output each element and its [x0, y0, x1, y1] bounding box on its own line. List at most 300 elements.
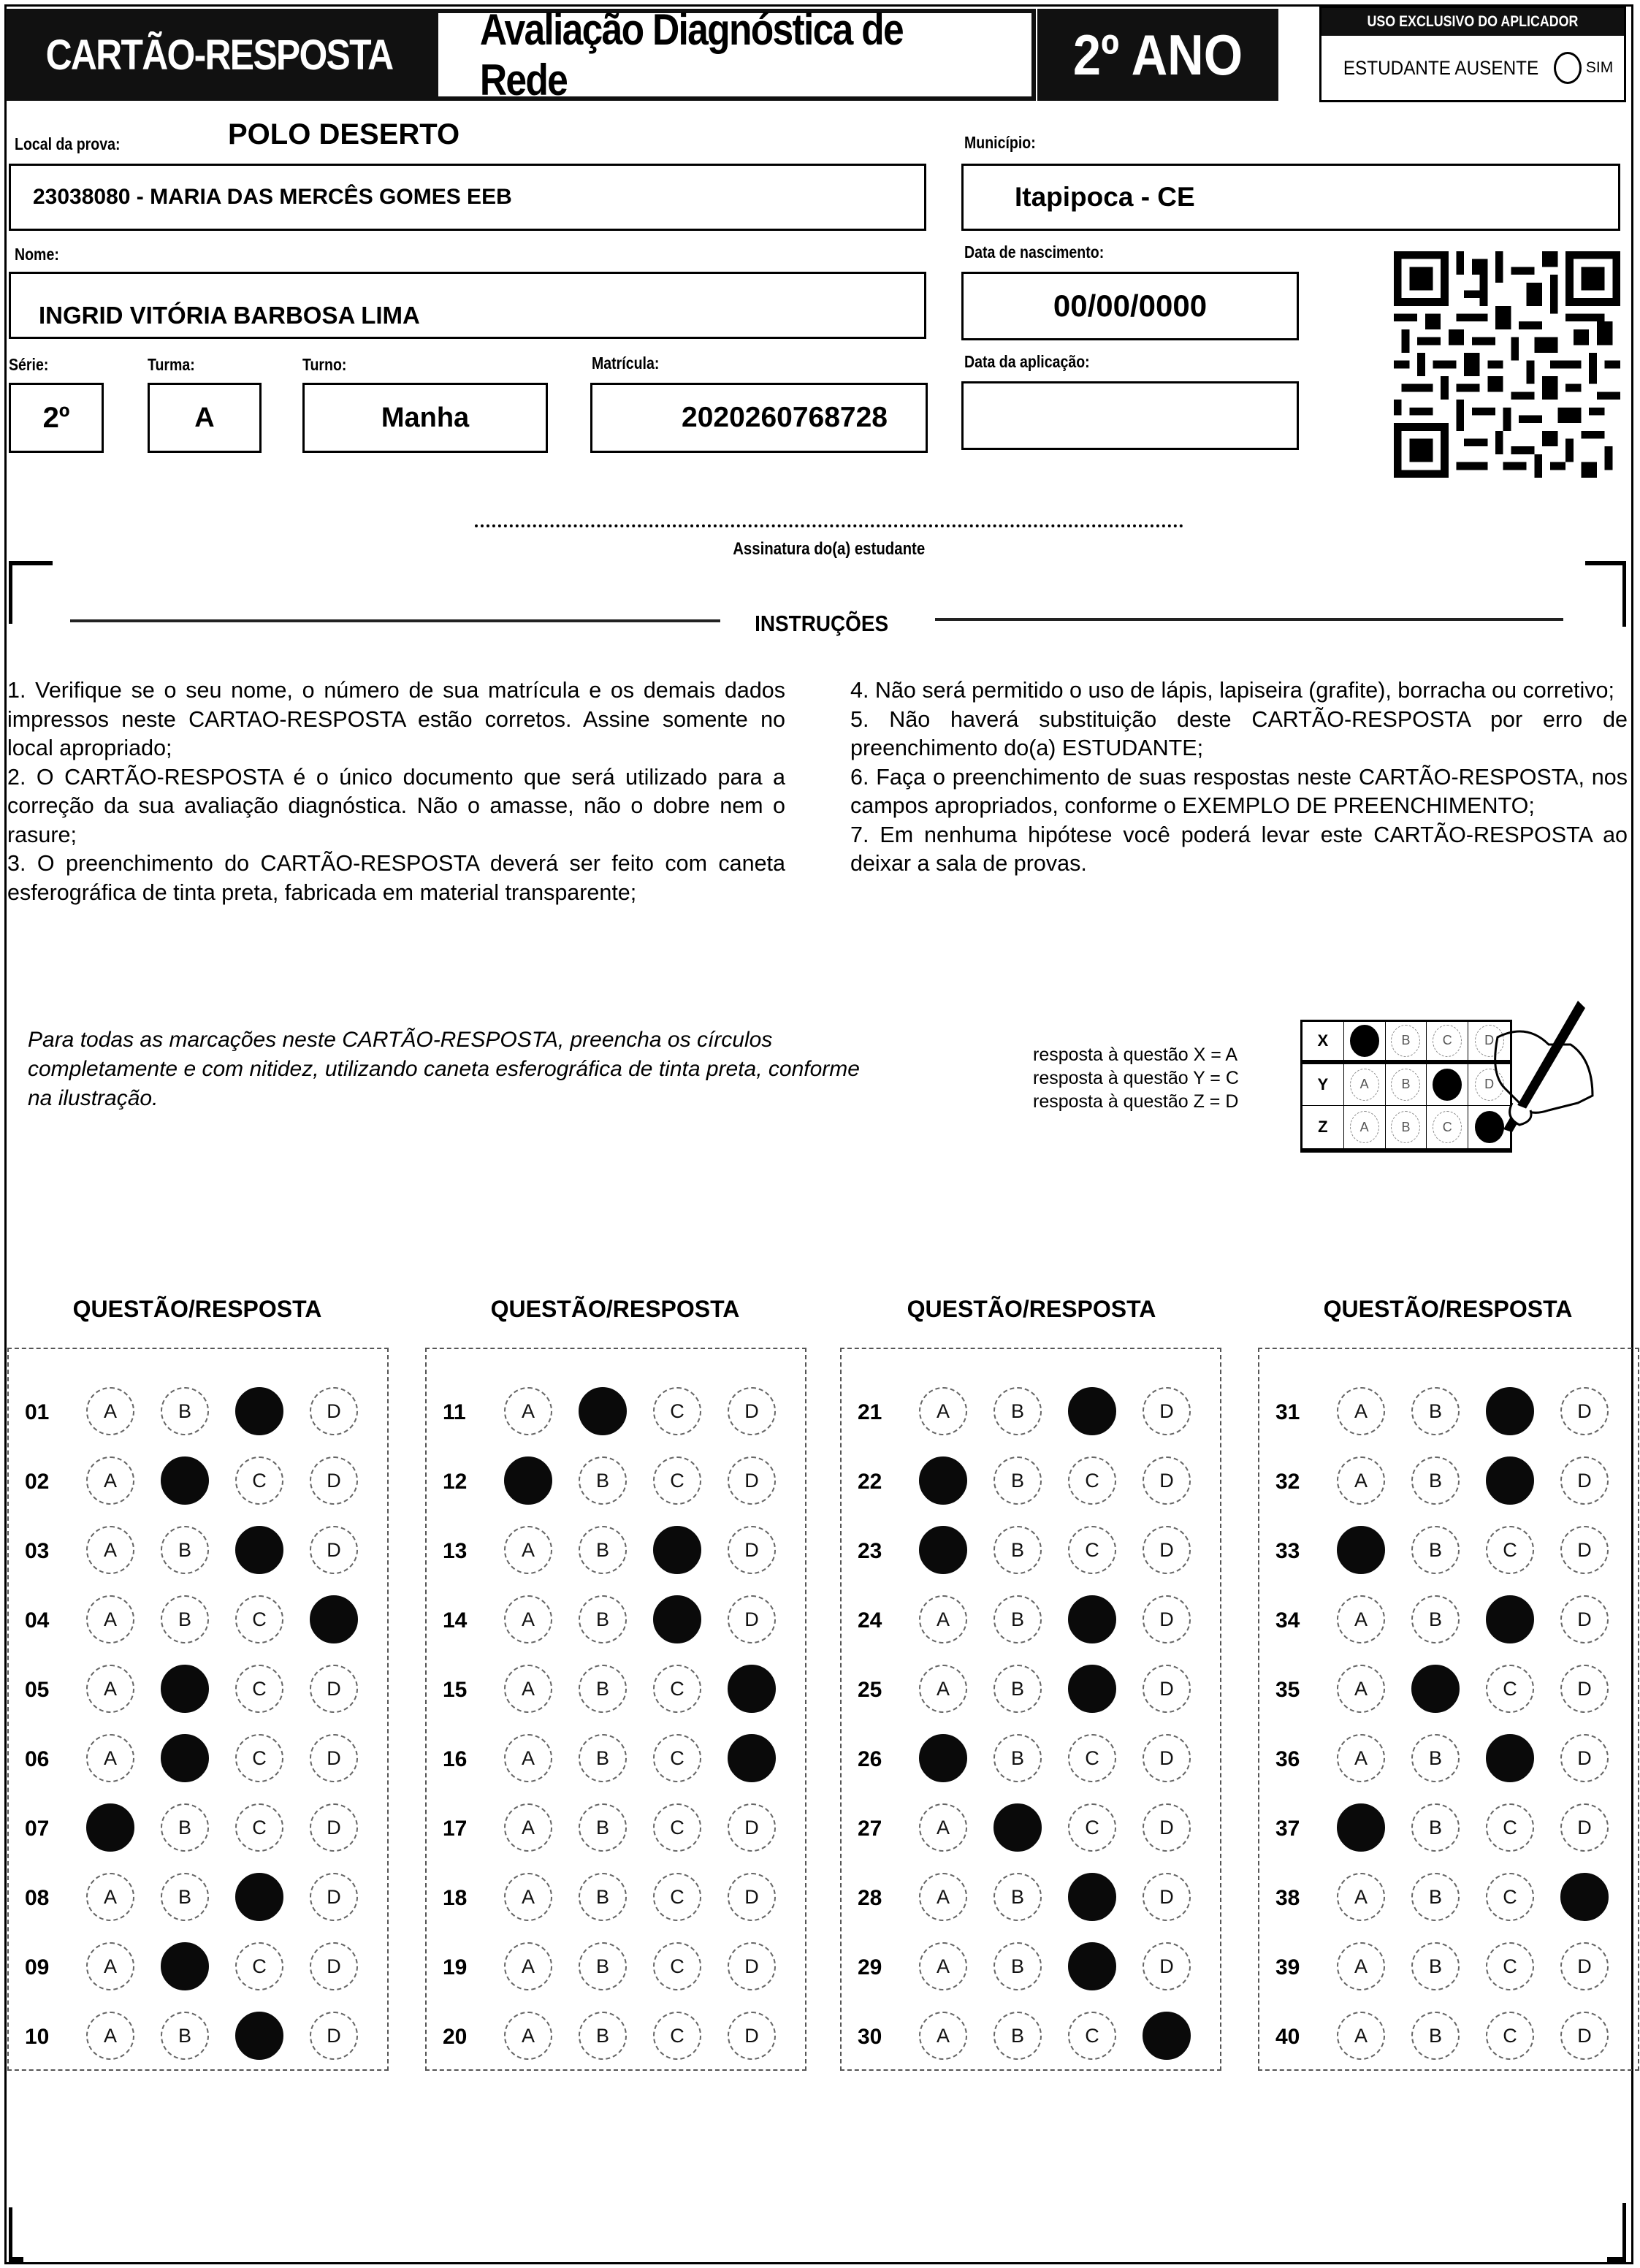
question-row — [1259, 1871, 1638, 1923]
turma-value: A — [194, 402, 215, 433]
answer-bubble-b[interactable]: B — [579, 1526, 627, 1574]
answer-bubble-c[interactable]: C — [653, 1873, 701, 1921]
question-number: 28 — [858, 1886, 882, 1910]
answer-bubble-a[interactable] — [86, 1803, 134, 1852]
answer-bubble-c[interactable]: C — [235, 1665, 283, 1713]
answer-bubble-d[interactable]: D — [1143, 1803, 1191, 1852]
answer-bubble-a[interactable]: A — [919, 1873, 967, 1921]
data-aplicacao-field[interactable] — [961, 381, 1299, 450]
data-nascimento-label: Data de nascimento: — [964, 243, 1105, 261]
example-bubble: C — [1433, 1025, 1462, 1057]
corner-mark-top-left-v — [9, 561, 12, 624]
question-row — [842, 1455, 1220, 1506]
answer-bubble-c[interactable]: C — [1068, 2012, 1116, 2060]
question-number: 15 — [443, 1678, 468, 1702]
local-prova-field — [9, 164, 926, 231]
question-row — [1259, 1733, 1638, 1784]
instructions-rule-right — [935, 618, 1563, 621]
example-bubble-filled — [1350, 1025, 1379, 1057]
answer-bubble-a[interactable]: A — [86, 2012, 134, 2060]
answer-bubble-b[interactable] — [993, 1803, 1042, 1852]
question-number: 20 — [443, 2025, 468, 2049]
answer-bubble-b[interactable]: B — [993, 2012, 1042, 2060]
answer-bubble-d[interactable]: D — [728, 1873, 776, 1921]
answer-bubble-c[interactable] — [235, 1387, 283, 1435]
question-number: 36 — [1275, 1747, 1300, 1771]
answer-bubble-d[interactable]: D — [728, 1456, 776, 1505]
example-legend — [1033, 1043, 1239, 1113]
answer-bubble-b[interactable]: B — [993, 1665, 1042, 1713]
answer-bubble-c[interactable]: C — [653, 1387, 701, 1435]
answer-bubble-a[interactable]: A — [1337, 1387, 1385, 1435]
answer-bubble-d[interactable]: D — [728, 1803, 776, 1852]
example-bubble: B — [1391, 1111, 1420, 1143]
question-number: 07 — [25, 1817, 50, 1841]
answer-bubble-d[interactable]: D — [310, 1456, 358, 1505]
question-row — [842, 1663, 1220, 1714]
answer-bubble-c[interactable]: C — [1068, 1734, 1116, 1782]
question-number: 38 — [1275, 1886, 1300, 1910]
answer-bubble-b[interactable] — [579, 1387, 627, 1435]
question-number: 34 — [1275, 1608, 1300, 1633]
answer-bubble-b[interactable]: B — [1411, 1387, 1460, 1435]
answer-bubble-d[interactable]: D — [310, 1734, 358, 1782]
example-row-label: Z — [1303, 1106, 1344, 1148]
answer-bubble-d[interactable]: D — [310, 1387, 358, 1435]
question-number: 12 — [443, 1470, 468, 1494]
question-row — [1259, 2010, 1638, 2061]
answer-bubble-c[interactable]: C — [1486, 1526, 1534, 1574]
answer-bubble-d[interactable] — [1560, 1873, 1609, 1921]
answer-bubble-c[interactable] — [1068, 1387, 1116, 1435]
answer-bubble-a[interactable]: A — [504, 1526, 552, 1574]
answer-bubble-c[interactable]: C — [653, 1665, 701, 1713]
answer-bubble-b[interactable]: B — [1411, 2012, 1460, 2060]
answer-bubble-b[interactable]: B — [1411, 1873, 1460, 1921]
answer-bubble-a[interactable]: A — [1337, 2012, 1385, 2060]
answer-bubble-c[interactable]: C — [653, 1942, 701, 1990]
hand-with-pen-icon — [1468, 993, 1614, 1139]
answer-bubble-d[interactable]: D — [310, 1873, 358, 1921]
question-row — [1259, 1941, 1638, 1992]
answer-bubble-b[interactable]: B — [579, 1803, 627, 1852]
answer-bubble-b[interactable]: B — [1411, 1526, 1460, 1574]
answer-bubble-b[interactable]: B — [993, 1873, 1042, 1921]
answer-bubble-a[interactable] — [919, 1456, 967, 1505]
answer-bubble-c[interactable]: C — [235, 1734, 283, 1782]
answer-bubble-b[interactable] — [161, 1942, 209, 1990]
answer-bubble-b[interactable]: B — [161, 1595, 209, 1643]
answer-bubble-b[interactable]: B — [1411, 1803, 1460, 1852]
answer-bubble-b[interactable]: B — [579, 2012, 627, 2060]
answer-bubble-d[interactable]: D — [1560, 1803, 1609, 1852]
year-badge: 2º ANO — [1037, 9, 1278, 101]
question-number: 40 — [1275, 2025, 1300, 2049]
answer-bubble-a[interactable]: A — [504, 1803, 552, 1852]
signature-line[interactable] — [475, 524, 1183, 527]
question-number: 21 — [858, 1400, 882, 1424]
answer-bubble-c[interactable] — [1068, 1595, 1116, 1643]
question-row — [9, 1524, 387, 1576]
answer-bubble-c[interactable]: C — [1068, 1526, 1116, 1574]
question-column-header: QUESTÃO/RESPOSTA — [490, 1296, 740, 1322]
instruction-item: 4. Não será permitido o uso de lápis, lapiseira (grafite), borracha ou corretivo; — [850, 678, 1614, 703]
answer-bubble-b[interactable]: B — [161, 1526, 209, 1574]
question-block — [7, 1348, 389, 2071]
answer-bubble-c[interactable] — [235, 2012, 283, 2060]
answer-bubble-b[interactable] — [1411, 1665, 1460, 1713]
answer-bubble-c[interactable]: C — [1486, 1873, 1534, 1921]
answer-bubble-b[interactable]: B — [579, 1942, 627, 1990]
answer-bubble-d[interactable]: D — [728, 1526, 776, 1574]
answer-bubble-c[interactable] — [235, 1526, 283, 1574]
question-column-header: QUESTÃO/RESPOSTA — [907, 1296, 1156, 1322]
example-cell — [1344, 1064, 1386, 1107]
answer-bubble-d[interactable]: D — [1560, 2012, 1609, 2060]
answer-bubble-a[interactable]: A — [86, 1665, 134, 1713]
question-row — [842, 1733, 1220, 1784]
question-row — [842, 1594, 1220, 1645]
applicator-box — [1319, 6, 1626, 102]
question-number: 39 — [1275, 1955, 1300, 1979]
exam-title: Avaliação Diagnóstica de Rede — [438, 13, 1031, 96]
answer-bubble-c[interactable]: C — [653, 1456, 701, 1505]
answer-bubble-d[interactable]: D — [310, 1665, 358, 1713]
answer-bubble-a[interactable]: A — [504, 1873, 552, 1921]
question-number: 01 — [25, 1400, 50, 1424]
answer-bubble-c[interactable]: C — [653, 1803, 701, 1852]
answer-bubble-b[interactable]: B — [993, 1734, 1042, 1782]
question-number: 16 — [443, 1747, 468, 1771]
turno-label: Turno: — [302, 355, 347, 374]
answer-bubble-b[interactable]: B — [579, 1456, 627, 1505]
example-bubble: A — [1350, 1111, 1379, 1143]
answer-bubble-d[interactable] — [728, 1665, 776, 1713]
example-instructions: Para todas as marcações neste CARTÃO-RESPOSTA, preencha os círculos completamente e com nitidez, utilizando caneta esferográfica de tinta preta, conforme na ilustração. — [28, 1028, 860, 1110]
data-aplicacao-label: Data da aplicação: — [964, 352, 1090, 371]
example-cell — [1386, 1106, 1427, 1148]
answer-bubble-a[interactable]: A — [919, 1387, 967, 1435]
question-row — [1259, 1524, 1638, 1576]
answer-bubble-d[interactable] — [1143, 2012, 1191, 2060]
matricula-field — [590, 383, 928, 453]
answer-bubble-a[interactable] — [504, 1456, 552, 1505]
municipio-label: Município: — [964, 133, 1036, 152]
answer-bubble-d[interactable]: D — [1143, 1942, 1191, 1990]
question-row — [842, 1802, 1220, 1853]
answer-bubble-a[interactable] — [919, 1734, 967, 1782]
answer-bubble-a[interactable]: A — [86, 1734, 134, 1782]
answer-bubble-b[interactable]: B — [1411, 1595, 1460, 1643]
corner-mark-bottom-left-v — [9, 2207, 12, 2263]
question-row — [9, 1455, 387, 1506]
answer-bubble-b[interactable] — [161, 1665, 209, 1713]
question-row — [427, 1733, 805, 1784]
answer-bubble-c[interactable] — [653, 1526, 701, 1574]
absent-option-label: SIM — [1585, 59, 1614, 76]
answer-bubble-d[interactable]: D — [1560, 1942, 1609, 1990]
question-number: 09 — [25, 1955, 50, 1979]
question-row — [842, 2010, 1220, 2061]
answer-bubble-d[interactable]: D — [1143, 1665, 1191, 1713]
answer-bubble-b[interactable]: B — [1411, 1456, 1460, 1505]
answer-bubble-c[interactable] — [1486, 1595, 1534, 1643]
example-bubble: A — [1350, 1069, 1379, 1101]
answer-bubble-a[interactable]: A — [86, 1387, 134, 1435]
question-row — [427, 1594, 805, 1645]
answer-bubble-c[interactable]: C — [235, 1942, 283, 1990]
answer-bubble-b[interactable] — [161, 1456, 209, 1505]
answer-bubble-c[interactable]: C — [1486, 1665, 1534, 1713]
answer-bubble-c[interactable] — [1068, 1873, 1116, 1921]
answer-bubble-c[interactable]: C — [1486, 1942, 1534, 1990]
question-row — [1259, 1455, 1638, 1506]
answer-bubble-a[interactable]: A — [86, 1526, 134, 1574]
answer-bubble-c[interactable]: C — [1068, 1456, 1116, 1505]
question-column-header: QUESTÃO/RESPOSTA — [1323, 1296, 1573, 1322]
answer-bubble-d[interactable]: D — [1143, 1873, 1191, 1921]
answer-bubble-d[interactable]: D — [1143, 1456, 1191, 1505]
question-number: 03 — [25, 1539, 50, 1563]
question-row — [842, 1941, 1220, 1992]
answer-bubble-a[interactable]: A — [919, 1595, 967, 1643]
answer-bubble-d[interactable]: D — [310, 1526, 358, 1574]
answer-bubble-b[interactable] — [161, 1734, 209, 1782]
question-number: 13 — [443, 1539, 468, 1563]
card-title: CARTÃO-RESPOSTA — [45, 31, 393, 79]
answer-bubble-a[interactable]: A — [1337, 1665, 1385, 1713]
legend-item: resposta à questão X = A — [1033, 1045, 1238, 1065]
answer-bubble-c[interactable] — [1068, 1665, 1116, 1713]
question-row — [9, 1871, 387, 1923]
answer-bubble-a[interactable]: A — [1337, 1873, 1385, 1921]
answer-bubble-c[interactable] — [1486, 1387, 1534, 1435]
example-bubble-filled — [1433, 1069, 1462, 1101]
answer-bubble-d[interactable]: D — [1143, 1387, 1191, 1435]
corner-mark-top-right-v — [1622, 561, 1626, 627]
answer-bubble-c[interactable]: C — [235, 1456, 283, 1505]
example-cell — [1344, 1022, 1386, 1064]
local-prova-value: 23038080 - MARIA DAS MERCÊS GOMES EEB — [33, 185, 512, 209]
data-nascimento-value: 00/00/0000 — [1053, 289, 1208, 323]
question-block — [425, 1348, 806, 2071]
question-row — [842, 1386, 1220, 1437]
answer-bubble-a[interactable]: A — [86, 1456, 134, 1505]
answer-bubble-c[interactable] — [653, 1595, 701, 1643]
matricula-value: 2020260768728 — [682, 402, 888, 433]
answer-bubble-d[interactable]: D — [310, 1803, 358, 1852]
answer-bubble-b[interactable]: B — [161, 1387, 209, 1435]
example-bubble: D — [1475, 1025, 1504, 1057]
question-number: 30 — [858, 2025, 882, 2049]
answer-bubble-d[interactable]: D — [1560, 1387, 1609, 1435]
answer-bubble-a[interactable] — [919, 1526, 967, 1574]
signature-label: Assinatura do(a) estudante — [733, 539, 926, 559]
instruction-item: 2. O CARTÃO-RESPOSTA é o único documento que será utilizado para a correção da sua avaliação diagnóstica. Não o amasse, não o dobre nem o rasure; — [7, 764, 785, 847]
answer-bubble-c[interactable]: C — [653, 1734, 701, 1782]
answer-bubble-b[interactable]: B — [161, 2012, 209, 2060]
answer-bubble-a[interactable]: A — [86, 1942, 134, 1990]
absent-radio[interactable] — [1554, 52, 1582, 84]
turma-label: Turma: — [148, 355, 195, 374]
answer-bubble-c[interactable] — [1486, 1734, 1534, 1782]
answer-bubble-a[interactable]: A — [504, 2012, 552, 2060]
turma-field — [148, 383, 262, 453]
answer-bubble-a[interactable] — [1337, 1526, 1385, 1574]
instruction-item: 5. Não haverá substituição deste CARTÃO-RESPOSTA por erro de preenchimento do(a) ESTUDANTE; — [850, 706, 1628, 760]
answer-bubble-d[interactable] — [728, 1734, 776, 1782]
question-row — [1259, 1802, 1638, 1853]
applicator-heading: USO EXCLUSIVO DO APLICADOR — [1321, 8, 1624, 36]
municipio-value: Itapipoca - CE — [1015, 182, 1195, 212]
question-row — [9, 1733, 387, 1784]
answer-bubble-b[interactable]: B — [993, 1595, 1042, 1643]
answer-bubble-d[interactable]: D — [1560, 1665, 1609, 1713]
corner-mark-top-left — [9, 561, 53, 565]
question-number: 19 — [443, 1955, 468, 1979]
answer-bubble-b[interactable]: B — [1411, 1734, 1460, 1782]
instruction-item: 6. Faça o preenchimento de suas respostas neste CARTÃO-RESPOSTA, nos campos apropriados, conforme o EXEMPLO DE PREENCHIMENTO; — [850, 764, 1628, 818]
answer-bubble-b[interactable]: B — [993, 1387, 1042, 1435]
corner-mark-bottom-right-v — [1622, 2203, 1626, 2263]
question-number: 37 — [1275, 1817, 1300, 1841]
instruction-item: 1. Verifique se o seu nome, o número de sua matrícula e os demais dados impressos neste CARTAO-RESPOSTA estão corretos. Assine somente no local apropriado; — [7, 678, 785, 760]
example-cell — [1344, 1106, 1386, 1148]
answer-bubble-a[interactable] — [1337, 1803, 1385, 1852]
answer-bubble-a[interactable]: A — [504, 1595, 552, 1643]
answer-bubble-c[interactable] — [235, 1873, 283, 1921]
question-row — [9, 2010, 387, 2061]
answer-bubble-d[interactable]: D — [728, 1387, 776, 1435]
question-number: 04 — [25, 1608, 50, 1633]
instructions-left-column — [7, 676, 785, 907]
question-row — [9, 1386, 387, 1437]
answer-bubble-d[interactable]: D — [1143, 1734, 1191, 1782]
answer-bubble-a[interactable]: A — [86, 1873, 134, 1921]
answer-bubble-a[interactable]: A — [919, 2012, 967, 2060]
answer-bubble-a[interactable]: A — [1337, 1734, 1385, 1782]
answer-bubble-c[interactable]: C — [1068, 1803, 1116, 1852]
nome-field — [9, 272, 926, 339]
answer-bubble-b[interactable]: B — [579, 1734, 627, 1782]
question-row — [9, 1663, 387, 1714]
answer-bubble-d[interactable]: D — [1143, 1595, 1191, 1643]
turno-field — [302, 383, 548, 453]
question-row — [427, 1663, 805, 1714]
question-number: 32 — [1275, 1470, 1300, 1494]
question-number: 14 — [443, 1608, 468, 1633]
example-cell — [1427, 1022, 1468, 1064]
legend-item: resposta à questão Y = C — [1033, 1068, 1239, 1088]
answer-bubble-d[interactable]: D — [1560, 1526, 1609, 1574]
answer-bubble-a[interactable]: A — [86, 1595, 134, 1643]
data-nascimento-field — [961, 272, 1299, 340]
answer-bubble-b[interactable]: B — [161, 1873, 209, 1921]
question-number: 35 — [1275, 1678, 1300, 1702]
answer-bubble-b[interactable]: B — [1411, 1942, 1460, 1990]
answer-bubble-c[interactable] — [1486, 1456, 1534, 1505]
corner-mark-top-right — [1585, 561, 1626, 565]
example-bubble: B — [1391, 1025, 1420, 1057]
answer-bubble-c[interactable]: C — [1486, 1803, 1534, 1852]
question-row — [9, 1802, 387, 1853]
answer-bubble-c[interactable]: C — [235, 1595, 283, 1643]
example-bubble: B — [1391, 1069, 1420, 1101]
question-row — [427, 1455, 805, 1506]
question-row — [427, 1386, 805, 1437]
question-row — [427, 1941, 805, 1992]
answer-bubble-b[interactable]: B — [579, 1595, 627, 1643]
question-number: 23 — [858, 1539, 882, 1563]
answer-bubble-b[interactable]: B — [579, 1873, 627, 1921]
answer-bubble-a[interactable]: A — [919, 1803, 967, 1852]
answer-bubble-a[interactable]: A — [1337, 1456, 1385, 1505]
answer-bubble-a[interactable]: A — [1337, 1595, 1385, 1643]
serie-label: Série: — [9, 355, 49, 374]
question-number: 27 — [858, 1817, 882, 1841]
answer-bubble-d[interactable]: D — [310, 2012, 358, 2060]
answer-bubble-d[interactable] — [310, 1595, 358, 1643]
answer-bubble-a[interactable]: A — [504, 1734, 552, 1782]
answer-bubble-c[interactable] — [1068, 1942, 1116, 1990]
answer-bubble-d[interactable]: D — [1143, 1526, 1191, 1574]
local-prova-label: Local da prova: — [15, 134, 121, 153]
question-row — [842, 1871, 1220, 1923]
answer-bubble-a[interactable]: A — [504, 1387, 552, 1435]
answer-bubble-c[interactable]: C — [235, 1803, 283, 1852]
answer-bubble-c[interactable]: C — [1486, 2012, 1534, 2060]
answer-bubble-b[interactable]: B — [579, 1665, 627, 1713]
question-number: 18 — [443, 1886, 468, 1910]
question-row — [427, 1871, 805, 1923]
answer-bubble-d[interactable]: D — [1560, 1595, 1609, 1643]
answer-bubble-b[interactable]: B — [993, 1526, 1042, 1574]
answer-bubble-a[interactable]: A — [1337, 1942, 1385, 1990]
example-cell — [1386, 1022, 1427, 1064]
serie-field — [9, 383, 104, 453]
answer-bubble-d[interactable]: D — [728, 1942, 776, 1990]
answer-bubble-a[interactable]: A — [504, 1942, 552, 1990]
answer-bubble-d[interactable]: D — [1560, 1456, 1609, 1505]
answer-bubble-b[interactable]: B — [161, 1803, 209, 1852]
question-row — [427, 1524, 805, 1576]
turno-value: Manha — [381, 402, 470, 433]
absent-label: ESTUDANTE AUSENTE — [1343, 56, 1539, 79]
question-number: 22 — [858, 1470, 882, 1494]
question-number: 10 — [25, 2025, 50, 2049]
question-row — [1259, 1386, 1638, 1437]
example-cell — [1386, 1064, 1427, 1107]
example-bubble: D — [1475, 1069, 1504, 1101]
answer-bubble-b[interactable]: B — [993, 1456, 1042, 1505]
answer-bubble-c[interactable]: C — [653, 2012, 701, 2060]
instructions-title: INSTRUÇÕES — [755, 611, 889, 636]
answer-bubble-d[interactable]: D — [310, 1942, 358, 1990]
legend-item: resposta à questão Z = D — [1033, 1091, 1239, 1112]
municipio-field — [961, 164, 1620, 231]
answer-bubble-d[interactable]: D — [1560, 1734, 1609, 1782]
serie-value: 2º — [42, 401, 70, 434]
qr-code-icon — [1394, 248, 1620, 481]
answer-bubble-b[interactable]: B — [993, 1942, 1042, 1990]
answer-bubble-d[interactable]: D — [728, 1595, 776, 1643]
answer-bubble-d[interactable]: D — [728, 2012, 776, 2060]
answer-bubble-a[interactable]: A — [504, 1665, 552, 1713]
question-number: 33 — [1275, 1539, 1300, 1563]
example-bubble: C — [1433, 1111, 1462, 1143]
answer-bubble-a[interactable]: A — [919, 1942, 967, 1990]
answer-bubble-a[interactable]: A — [919, 1665, 967, 1713]
